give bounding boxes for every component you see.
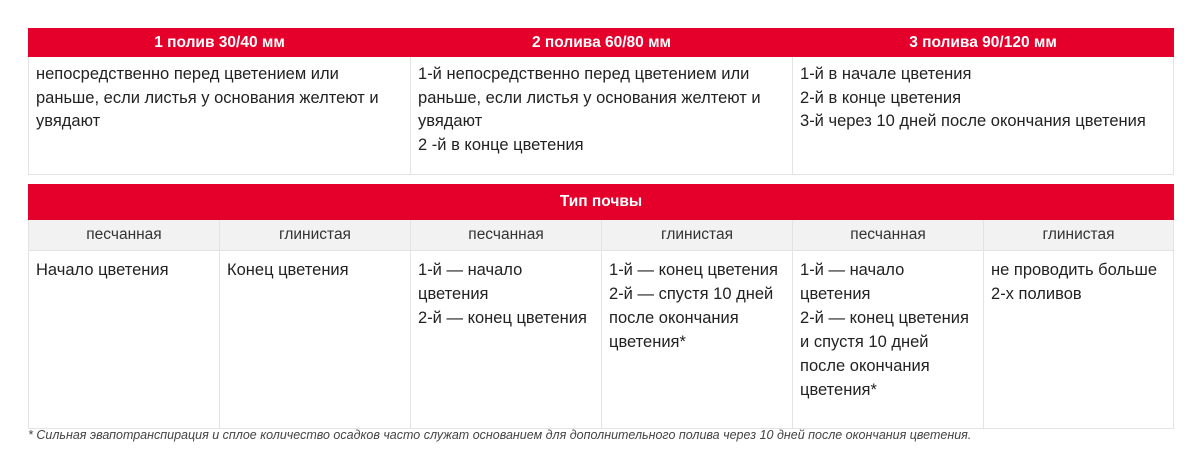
soil-subheader-clay: глинистая <box>220 220 411 251</box>
timing-line: 1-й в начале цветения <box>800 65 972 83</box>
soil-cell <box>29 251 220 429</box>
header-three-irrigations: 3 полива 90/120 мм <box>793 29 1174 57</box>
soil-cell <box>793 251 984 429</box>
header-one-irrigation: 1 полив 30/40 мм <box>29 29 411 57</box>
timing-cell-one <box>29 57 411 175</box>
soil-subheader-sandy: песчанная <box>29 220 220 251</box>
soil-cell-line: Конец цветения <box>227 261 349 279</box>
timing-cell-two <box>411 57 793 175</box>
irrigation-header-row <box>29 29 1174 57</box>
soil-subheader-sandy: песчанная <box>411 220 602 251</box>
soil-type-header-row <box>29 185 1174 220</box>
timing-line: 2-й в конце цветения <box>800 88 962 107</box>
soil-detail-row <box>29 251 1174 429</box>
soil-type-header: Тип почвы <box>29 185 1174 220</box>
soil-cell <box>984 251 1174 429</box>
soil-cell <box>220 251 411 429</box>
spacer-row <box>29 175 1174 185</box>
soil-cell-line: 1-й — начало цветения <box>800 261 905 303</box>
soil-cell-line: 1-й — конец цветения <box>609 261 778 279</box>
timing-cell-three <box>793 57 1174 175</box>
spacer-cell <box>29 175 1174 185</box>
soil-cell <box>602 251 793 429</box>
timing-line: 2 -й в конце цветения <box>418 135 584 154</box>
soil-cell-line: 1-й — начало цветения <box>418 261 523 303</box>
soil-subheader-sandy: песчанная <box>793 220 984 251</box>
timing-line: 3-й через 10 дней после окончания цветения <box>800 112 1146 130</box>
soil-subheader-row <box>29 220 1174 251</box>
irrigation-table <box>28 28 1174 429</box>
soil-cell-line: 2-й — конец цветения и спустя 10 дней после окончания цветения* <box>800 309 969 399</box>
soil-cell-line: 2-й — спустя 10 дней после окончания цветения* <box>609 285 774 351</box>
timing-line: 1-й непосредственно перед цветением или раньше, если листья у основания желтеют и увядают <box>418 65 761 130</box>
soil-subheader-clay: глинистая <box>984 220 1174 251</box>
header-two-irrigations: 2 полива 60/80 мм <box>411 29 793 57</box>
soil-subheader-clay: глинистая <box>602 220 793 251</box>
soil-cell <box>411 251 602 429</box>
footnote: * Сильная эвапотранспирация и сплое количество осадков часто служат основанием для дополнительного полива через 10 дней после окончания цветения. <box>28 428 972 442</box>
soil-cell-line: 2-й — конец цветения <box>418 309 587 327</box>
soil-cell-line: не проводить больше 2-х поливов <box>991 261 1158 303</box>
soil-cell-line: Начало цветения <box>36 261 169 279</box>
timing-line: непосредственно перед цветением или раньше, если листья у основания желтеют и увядают <box>36 65 379 130</box>
timing-row <box>29 57 1174 175</box>
